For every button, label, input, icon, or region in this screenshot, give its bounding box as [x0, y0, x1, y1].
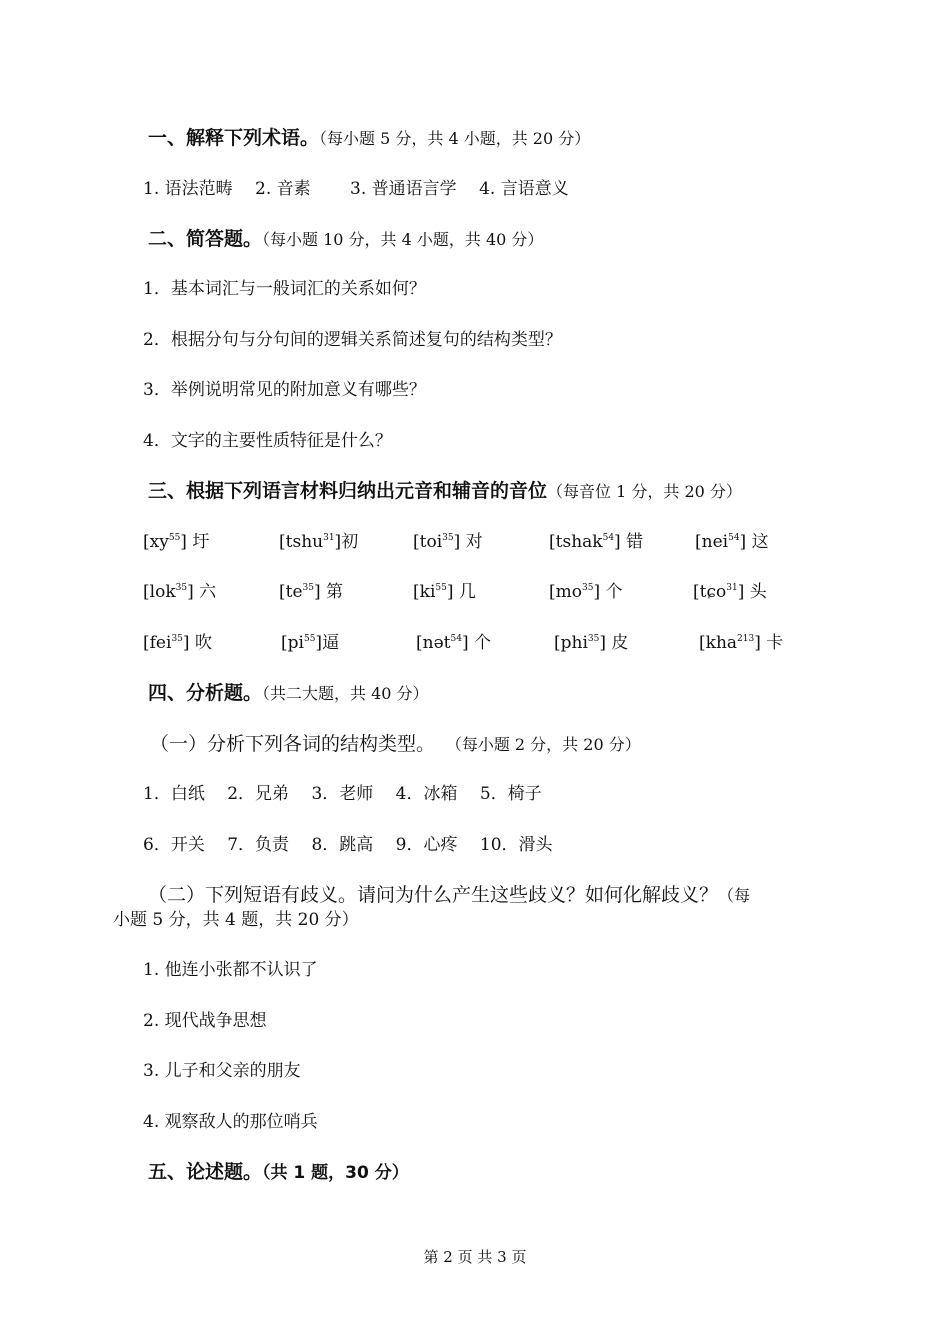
section-1-title: 一、解释下列术语。: [148, 127, 320, 149]
phonetic-item: [kha$^{213}$] 卡: [699, 633, 784, 653]
section-2-title: 二、简答题。: [148, 228, 263, 250]
section-4-heading: [148, 681, 429, 706]
phonetic-item: [tshak$^{54}$] 错: [549, 532, 644, 552]
phonetic-item: [fei$^{35}$] 吹: [143, 633, 212, 653]
section-2-heading: [148, 227, 543, 252]
section-4-part-2-note-a: （每: [718, 886, 751, 905]
section-2-question: 4．文字的主要性质特征是什么？: [143, 431, 392, 451]
phonetic-item: [nət$^{54}$] 个: [416, 633, 491, 653]
section-4-title: 四、分析题。: [148, 682, 263, 704]
section-1-terms: 1. 语法范畴 2. 音素 3. 普通语言学 4. 言语意义: [143, 179, 569, 199]
phonetic-item: $[te^{35}]$ 第: [279, 582, 344, 602]
section-4-part-1-words: 6．开关 7．负责 8．跳高 9．心疼 10．滑头: [143, 835, 553, 855]
section-4-part-2-note: 小题 5 分，共 4 题，共 20 分）: [113, 910, 359, 930]
section-4-part-2-item: 1. 他连小张都不认识了: [143, 960, 318, 980]
phonetic-item: [nei$^{54}$] 这: [695, 532, 769, 552]
section-5-heading: [148, 1160, 409, 1185]
section-4-part-1-note: （每小题 2 分，共 20 分）: [445, 735, 641, 754]
section-5-title: 五、论述题。: [148, 1161, 263, 1183]
section-4-part-2-heading: [148, 883, 750, 908]
section-2-note: （每小题 10 分，共 4 小题，共 40 分）: [262, 230, 544, 249]
phonetic-item: [tshu$^{31}$]初: [279, 532, 359, 552]
section-4-part-2-item: 3. 儿子和父亲的朋友: [143, 1061, 301, 1081]
section-4-note: （共二大题，共 40 分）: [262, 684, 429, 703]
section-1-note: （每小题 5 分，共 4 小题，共 20 分）: [319, 129, 591, 148]
phonetic-item: $[mo^{35}]$ 个: [549, 582, 623, 602]
phonetic-item: [toi$^{35}$] 对: [413, 532, 483, 552]
section-4-part-1-heading: [150, 732, 641, 757]
section-4-part-2-item: 4. 观察敌人的那位哨兵: [143, 1112, 318, 1132]
section-4-part-2-item: 2. 现代战争思想: [143, 1011, 267, 1031]
section-2-question: 1．基本词汇与一般词汇的关系如何？: [143, 279, 426, 299]
section-4-part-1-words: 1．白纸 2．兄弟 3．老师 4．冰箱 5．椅子: [143, 784, 542, 804]
section-2-question: 2．根据分句与分句间的逻辑关系简述复句的结构类型？: [143, 330, 562, 350]
phonetic-item: [phi$^{35}$] 皮: [554, 633, 629, 653]
section-4-part-1-title: （一）分析下列各词的结构类型。: [150, 733, 436, 755]
page-number: 第 2 页 共 3 页: [423, 1248, 527, 1266]
section-4-part-2-title: （二）下列短语有歧义。请问为什么产生这些歧义？如何化解歧义？: [148, 884, 719, 906]
section-3-title: 三、根据下列语言材料归纳出元音和辅音的音位: [148, 480, 548, 502]
phonetic-item: $[xy^{55}]$ 圩: [143, 532, 210, 552]
section-5-note: （共 1 题，30 分）: [262, 1163, 409, 1183]
section-1-heading: [148, 126, 590, 151]
phonetic-item: $[ki^{55}]$ 几: [413, 582, 476, 602]
phonetic-item: $[pi^{55}]$逼: [281, 633, 340, 653]
phonetic-item: [tɕo$^{31}$] 头: [693, 582, 767, 602]
section-2-question: 3．举例说明常见的附加意义有哪些？: [143, 380, 426, 400]
section-3-heading: [148, 479, 742, 504]
phonetic-item: [lok$^{35}$] 六: [143, 582, 217, 602]
section-3-note: （每音位 1 分，共 20 分）: [547, 482, 742, 501]
